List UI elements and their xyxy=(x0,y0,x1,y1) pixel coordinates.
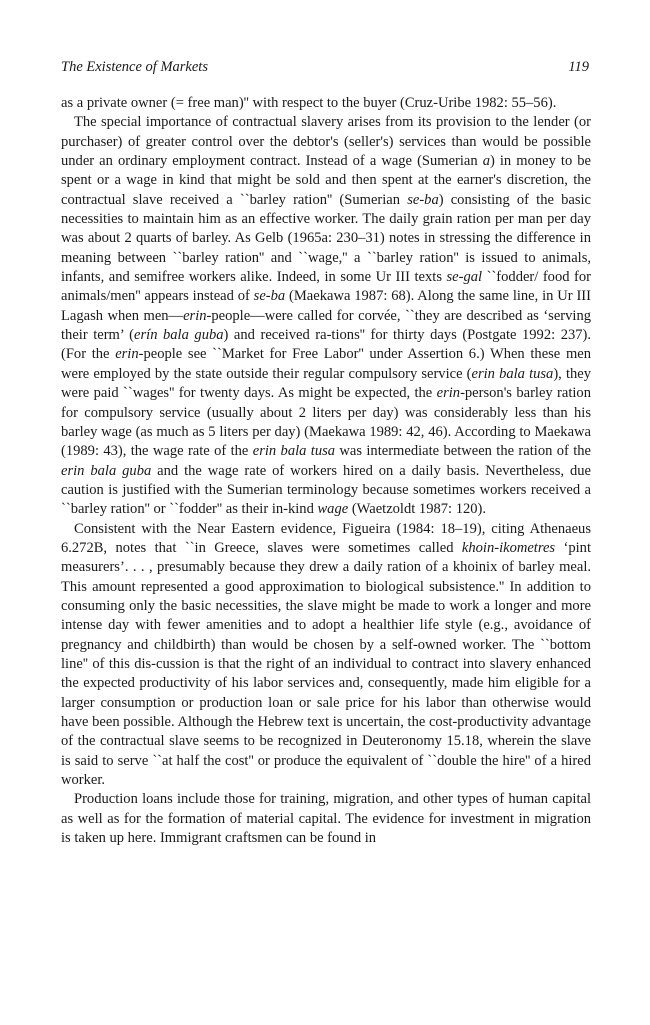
italic-term: erin bala guba xyxy=(61,462,152,479)
italic-term: khoin-ikometres xyxy=(461,539,556,556)
paragraph-p4: Production loans include those for training, migration, and other types of human capital as well as for the formation of material capital. The evidence for investment in migration is taken up here. Immigrant craftsmen can be found in xyxy=(61,791,591,847)
italic-term: se-ba xyxy=(253,288,286,305)
body-text xyxy=(61,94,591,848)
italic-term: erin bala tusa xyxy=(471,365,554,382)
italic-term: erin bala tusa xyxy=(252,443,336,460)
paragraph-p1: as a private owner (= free man)'' with respect to the buyer (Cruz-Uribe 1982: 55–56). xyxy=(61,95,557,111)
italic-term: erin xyxy=(115,346,139,363)
book-page xyxy=(61,58,591,848)
italic-term: a xyxy=(482,153,490,170)
paragraph-p2: The special importance of contractual slavery arises from its provision to the lender (or purchaser) of greater control over the debtor's (seller's) services than would be possible under an ordinary employment contract. Instead of a wage (Sumerian a) in money to be spent or a wage in kind that might be sold and then spent at the earner's discretion, the contractual slave received a ``barley ration'' (Sumerian se-ba) consisting of the basic necessities to maintain him as an effective worker. The daily grain ration per man per day was about 2 quarts of barley. As Gelb (1965a: 230–31) notes in stressing the difference in meaning between ``barley ration'' and ``wage,'' a ``barley ration'' is issued to animals, infants, and semifree workers alike. Indeed, in some Ur III texts se-gal ``fodder/ food for animals/men'' appears instead of se-ba (Maekawa 1987: 68). Along the same line, in Ur III Lagash when men—erin-people—were called for corvée, ``they are described as ‘serving their term’ (erín bala guba) and received ra-tions'' for thirty days (Postgate 1992: 237). (For the erin-people see ``Market for Free Labor'' under Assertion 6.) When these men were employed by the state outside their regular compulsory service (erin bala tusa), they were paid ``wages'' for twenty days. As might be expected, the erin-person's barley ration for compulsory service (usually about 2 liters per day) was considerably less than his barley wage (as much as 5 liters per day) (Maekawa 1989: 42, 46). According to Maekawa (1989: 43), the wage rate of the erin bala tusa was intermediate between the ration of the erin bala guba and the wage rate of workers hired on a daily basis. Nevertheless, due caution is justified with the Sumerian terminology because sometimes workers received a ``barley ration'' or ``fodder'' as their in-kind wage (Waetzoldt 1987: 120). xyxy=(61,114,592,518)
italic-term: se-gal xyxy=(446,269,483,286)
italic-term: erin xyxy=(183,307,207,324)
paragraph-p3: Consistent with the Near Eastern evidence, Figueira (1984: 18–19), citing Athenaeus 6.272B, notes that ``in Greece, slaves were sometimes called khoin-ikometres ‘pint measurers’. . . , presumably because they drew a daily ration of a khoinix of barley meal. This amount represented a good approximation to biological subsistence.'' In addition to consuming only the basic necessities, the slave might be made to work a longer and more intense day with fewer amenities and to adopt a healthier life style (e.g., avoidance of pregnancy and childbirth) than would be chosen by a self-owned worker. The ``bottom line'' of this dis-cussion is that the right of an individual to contract into slavery enhanced the expected productivity of his labor services and, consequently, made him eligible for a larger consumption or production loan or sale price for his labor than otherwise would have been possible. Although the Hebrew text is uncertain, the cost-productivity advantage of the contractual slave seems to be recognized in Deuteronomy 15.18, wherein the slave is said to serve ``at half the cost'' or produce the equivalent of ``double the hire'' of a hired worker. xyxy=(61,520,591,789)
running-head xyxy=(61,58,591,76)
italic-term: wage xyxy=(317,501,349,518)
italic-term: erín bala guba xyxy=(134,327,224,344)
running-title: The Existence of Markets xyxy=(61,59,208,75)
italic-term: erin xyxy=(436,385,461,402)
page-number: 119 xyxy=(568,59,589,75)
italic-term: se-ba xyxy=(407,191,439,208)
